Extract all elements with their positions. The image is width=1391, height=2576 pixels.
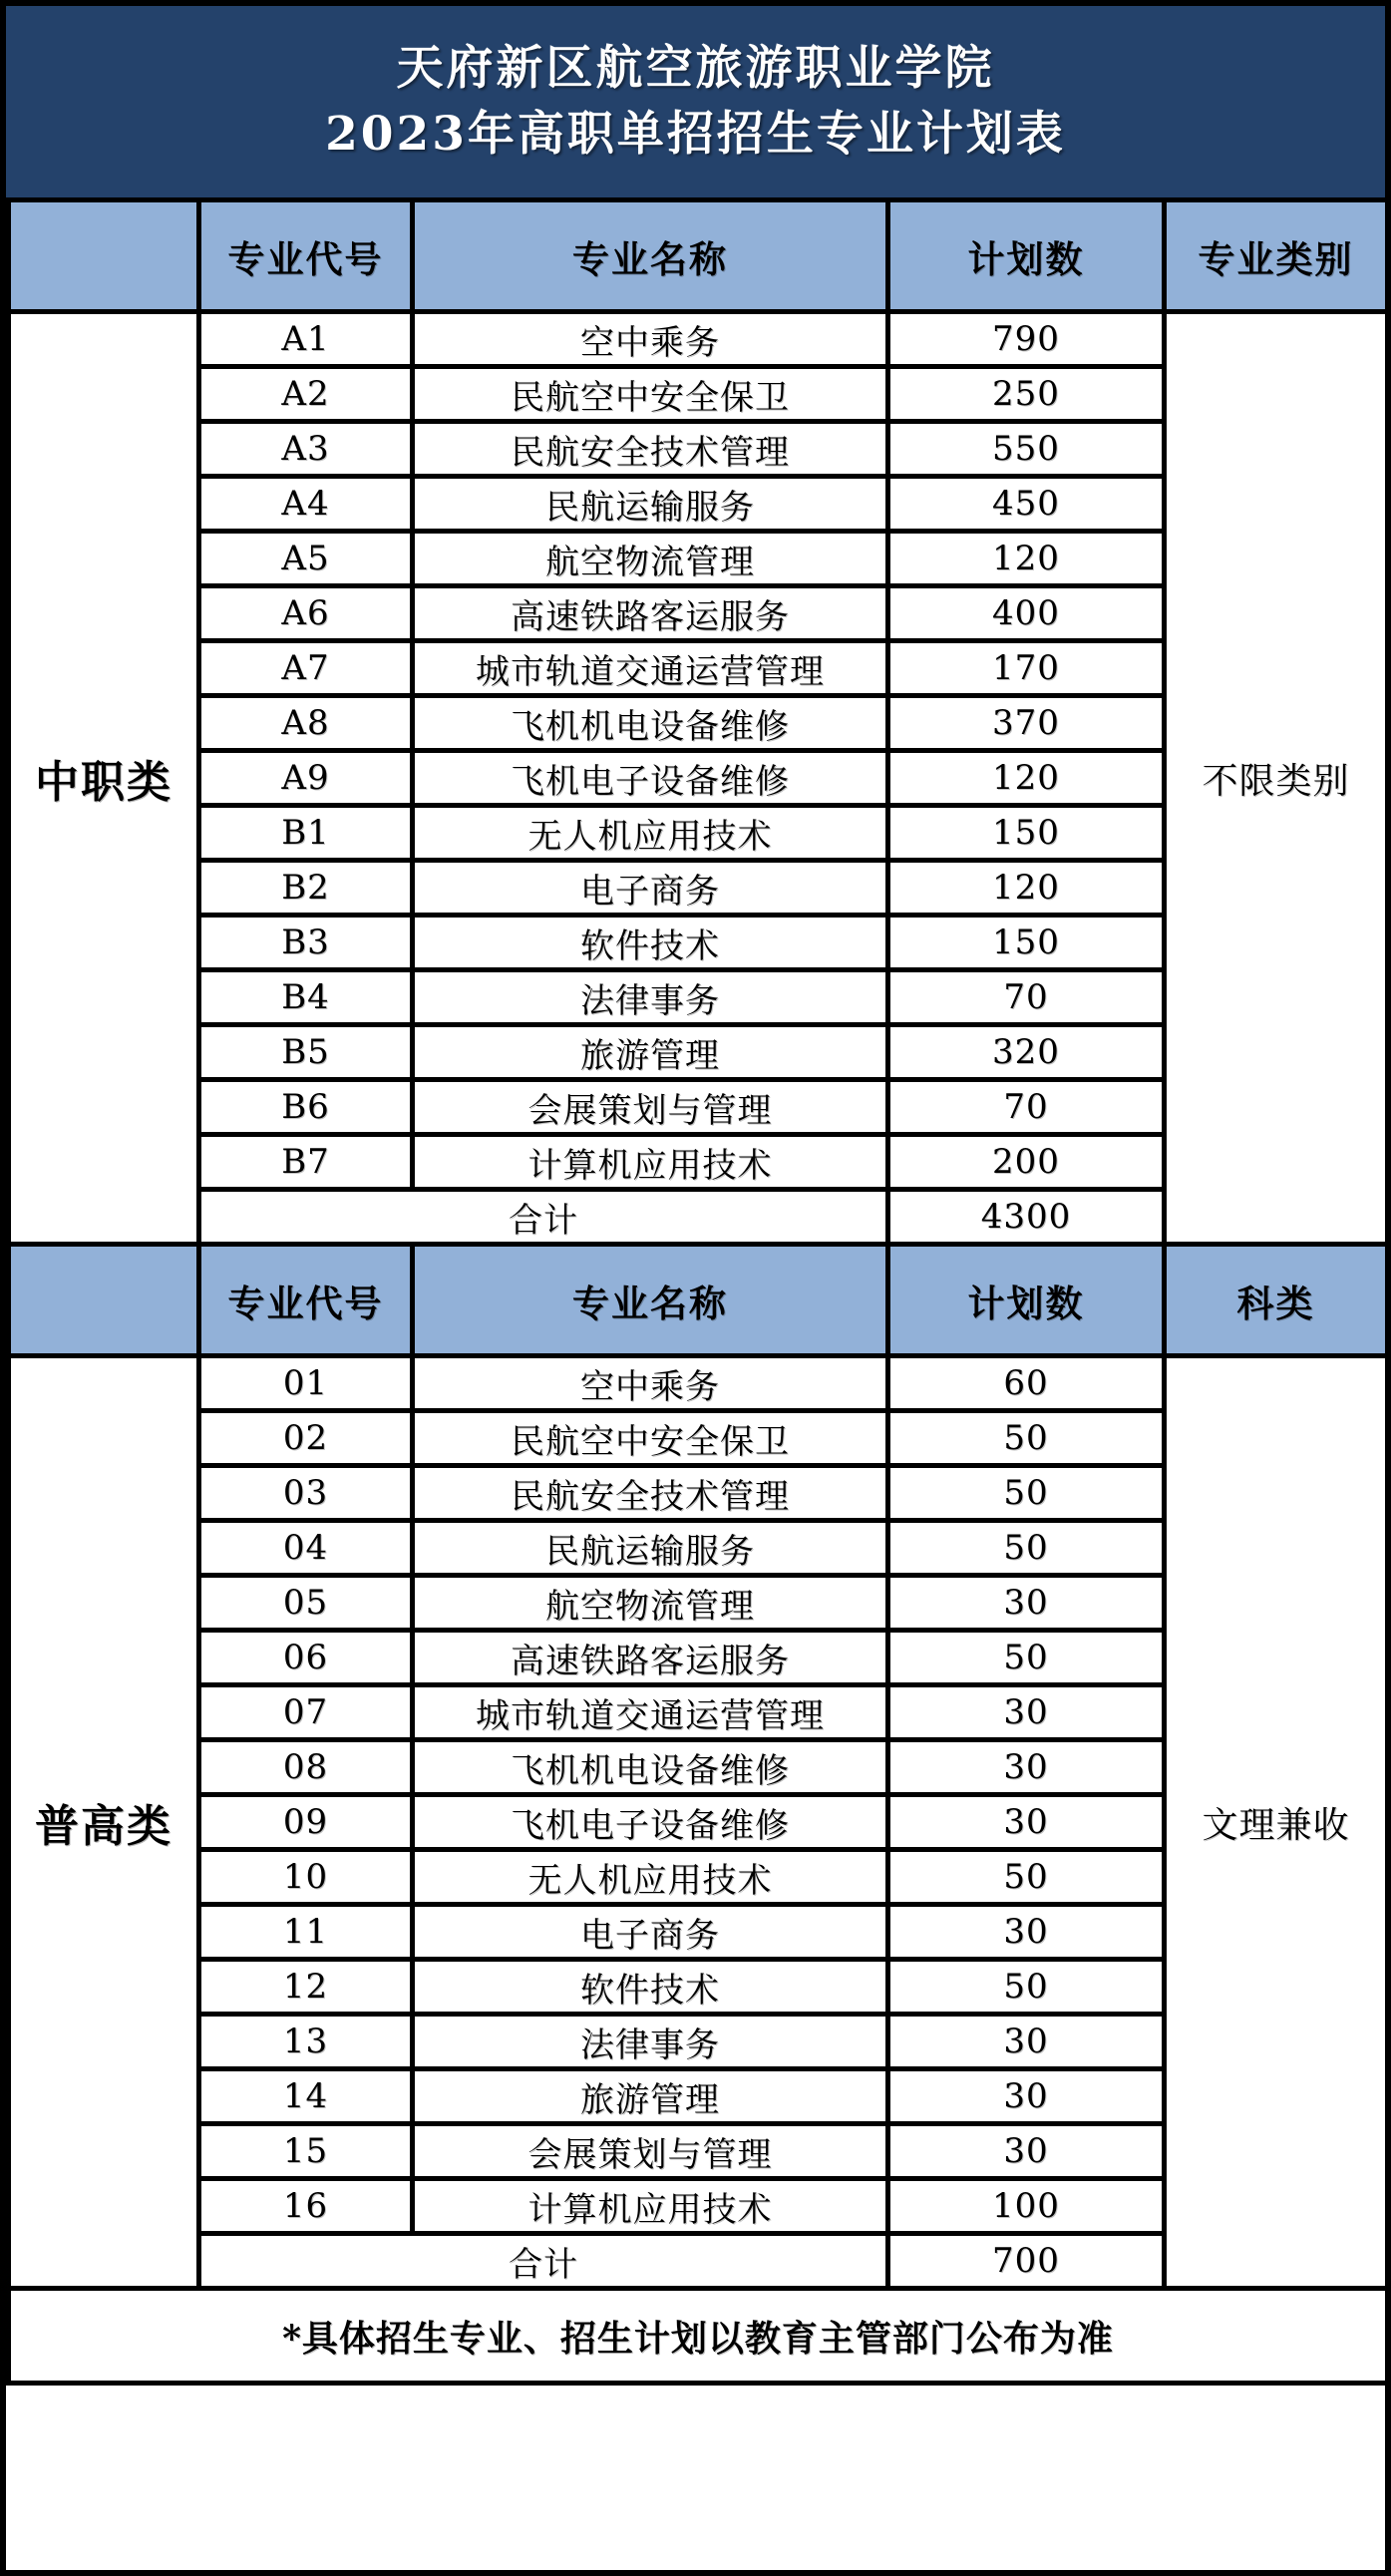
name-cell: 民航运输服务 — [413, 1521, 888, 1576]
count-cell: 50 — [888, 1411, 1165, 1466]
count-cell: 100 — [888, 2179, 1165, 2234]
code-cell: 15 — [199, 2124, 413, 2179]
column-header: 科类 — [1165, 1245, 1388, 1356]
count-cell: 50 — [888, 1850, 1165, 1905]
name-cell: 法律事务 — [413, 2015, 888, 2069]
name-cell: 高速铁路客运服务 — [413, 1631, 888, 1685]
count-cell: 120 — [888, 751, 1165, 806]
code-cell: A9 — [199, 751, 413, 806]
name-cell: 民航安全技术管理 — [413, 1466, 888, 1521]
code-cell: 03 — [199, 1466, 413, 1521]
count-cell: 50 — [888, 1521, 1165, 1576]
title-block — [6, 6, 1385, 197]
code-cell: 08 — [199, 1740, 413, 1795]
code-cell: B2 — [199, 861, 413, 916]
count-cell: 30 — [888, 2124, 1165, 2179]
code-cell: 02 — [199, 1411, 413, 1466]
code-cell: 10 — [199, 1850, 413, 1905]
count-cell: 150 — [888, 916, 1165, 970]
code-cell: A5 — [199, 532, 413, 586]
count-cell: 320 — [888, 1025, 1165, 1080]
name-cell: 高速铁路客运服务 — [413, 586, 888, 641]
name-cell: 航空物流管理 — [413, 1576, 888, 1631]
table-body — [9, 200, 1388, 2384]
name-cell: 无人机应用技术 — [413, 1850, 888, 1905]
code-cell: B6 — [199, 1080, 413, 1135]
name-cell: 会展策划与管理 — [413, 2124, 888, 2179]
table-row — [9, 1356, 1388, 1411]
code-cell: A2 — [199, 367, 413, 422]
code-cell: B4 — [199, 970, 413, 1025]
code-cell: 09 — [199, 1795, 413, 1850]
column-header: 专业名称 — [413, 200, 888, 312]
name-cell: 会展策划与管理 — [413, 1080, 888, 1135]
code-cell: A4 — [199, 477, 413, 532]
name-cell: 空中乘务 — [413, 1356, 888, 1411]
count-cell: 150 — [888, 806, 1165, 861]
name-cell: 计算机应用技术 — [413, 1135, 888, 1190]
count-cell: 30 — [888, 1576, 1165, 1631]
count-cell: 450 — [888, 477, 1165, 532]
name-cell: 民航空中安全保卫 — [413, 1411, 888, 1466]
code-cell: A3 — [199, 422, 413, 477]
count-cell: 50 — [888, 1631, 1165, 1685]
count-cell: 200 — [888, 1135, 1165, 1190]
code-cell: 01 — [199, 1356, 413, 1411]
count-cell: 120 — [888, 532, 1165, 586]
code-cell: B7 — [199, 1135, 413, 1190]
name-cell: 旅游管理 — [413, 1025, 888, 1080]
name-cell: 电子商务 — [413, 861, 888, 916]
section-header-row — [9, 1245, 1388, 1356]
column-header: 专业代号 — [199, 200, 413, 312]
footnote-row — [9, 2289, 1388, 2384]
name-cell: 法律事务 — [413, 970, 888, 1025]
category-type-cell: 文理兼收 — [1165, 1356, 1388, 2289]
code-cell: 11 — [199, 1905, 413, 1960]
count-cell: 50 — [888, 1960, 1165, 2015]
name-cell: 飞机机电设备维修 — [413, 696, 888, 751]
count-cell: 250 — [888, 367, 1165, 422]
total-value-cell: 4300 — [888, 1190, 1165, 1245]
column-header: 专业代号 — [199, 1245, 413, 1356]
column-header: 专业名称 — [413, 1245, 888, 1356]
name-cell: 航空物流管理 — [413, 532, 888, 586]
name-cell: 软件技术 — [413, 1960, 888, 2015]
column-header: 计划数 — [888, 1245, 1165, 1356]
count-cell: 370 — [888, 696, 1165, 751]
code-cell: B1 — [199, 806, 413, 861]
name-cell: 电子商务 — [413, 1905, 888, 1960]
name-cell: 无人机应用技术 — [413, 806, 888, 861]
category-type-cell: 不限类别 — [1165, 312, 1388, 1245]
category-cell: 中职类 — [9, 312, 199, 1245]
count-cell: 30 — [888, 1740, 1165, 1795]
name-cell: 空中乘务 — [413, 312, 888, 367]
total-label-cell: 合计 — [199, 2234, 888, 2289]
column-header: 专业类别 — [1165, 200, 1388, 312]
name-cell: 飞机电子设备维修 — [413, 1795, 888, 1850]
code-cell: A7 — [199, 641, 413, 696]
code-cell: 05 — [199, 1576, 413, 1631]
column-header: 计划数 — [888, 200, 1165, 312]
name-cell: 飞机电子设备维修 — [413, 751, 888, 806]
count-cell: 50 — [888, 1466, 1165, 1521]
section-header-row — [9, 200, 1388, 312]
footnote-cell: *具体招生专业、招生计划以教育主管部门公布为准 — [9, 2289, 1388, 2384]
code-cell: A8 — [199, 696, 413, 751]
code-cell: 14 — [199, 2069, 413, 2124]
count-cell: 400 — [888, 586, 1165, 641]
name-cell: 飞机机电设备维修 — [413, 1740, 888, 1795]
name-cell: 城市轨道交通运营管理 — [413, 1685, 888, 1740]
count-cell: 30 — [888, 1795, 1165, 1850]
total-label-cell: 合计 — [199, 1190, 888, 1245]
count-cell: 30 — [888, 2069, 1165, 2124]
code-cell: A1 — [199, 312, 413, 367]
count-cell: 60 — [888, 1356, 1165, 1411]
count-cell: 30 — [888, 1905, 1165, 1960]
name-cell: 城市轨道交通运营管理 — [413, 641, 888, 696]
name-cell: 民航安全技术管理 — [413, 422, 888, 477]
code-cell: 13 — [199, 2015, 413, 2069]
name-cell: 民航运输服务 — [413, 477, 888, 532]
code-cell: A6 — [199, 586, 413, 641]
count-cell: 70 — [888, 1080, 1165, 1135]
category-cell: 普高类 — [9, 1356, 199, 2289]
count-cell: 70 — [888, 970, 1165, 1025]
code-cell: B3 — [199, 916, 413, 970]
count-cell: 790 — [888, 312, 1165, 367]
page-title-line1: 天府新区航空旅游职业学院 — [396, 40, 995, 96]
name-cell: 计算机应用技术 — [413, 2179, 888, 2234]
code-cell: 06 — [199, 1631, 413, 1685]
code-cell: B5 — [199, 1025, 413, 1080]
header-empty-cell — [9, 200, 199, 312]
total-value-cell: 700 — [888, 2234, 1165, 2289]
name-cell: 民航空中安全保卫 — [413, 367, 888, 422]
table-row — [9, 312, 1388, 367]
enrollment-plan-table — [6, 197, 1390, 2386]
name-cell: 软件技术 — [413, 916, 888, 970]
header-empty-cell — [9, 1245, 199, 1356]
name-cell: 旅游管理 — [413, 2069, 888, 2124]
page-title-line2: 2023年高职单招招生专业计划表 — [325, 107, 1066, 162]
count-cell: 170 — [888, 641, 1165, 696]
count-cell: 120 — [888, 861, 1165, 916]
code-cell: 16 — [199, 2179, 413, 2234]
code-cell: 04 — [199, 1521, 413, 1576]
count-cell: 30 — [888, 1685, 1165, 1740]
code-cell: 12 — [199, 1960, 413, 2015]
count-cell: 30 — [888, 2015, 1165, 2069]
count-cell: 550 — [888, 422, 1165, 477]
code-cell: 07 — [199, 1685, 413, 1740]
